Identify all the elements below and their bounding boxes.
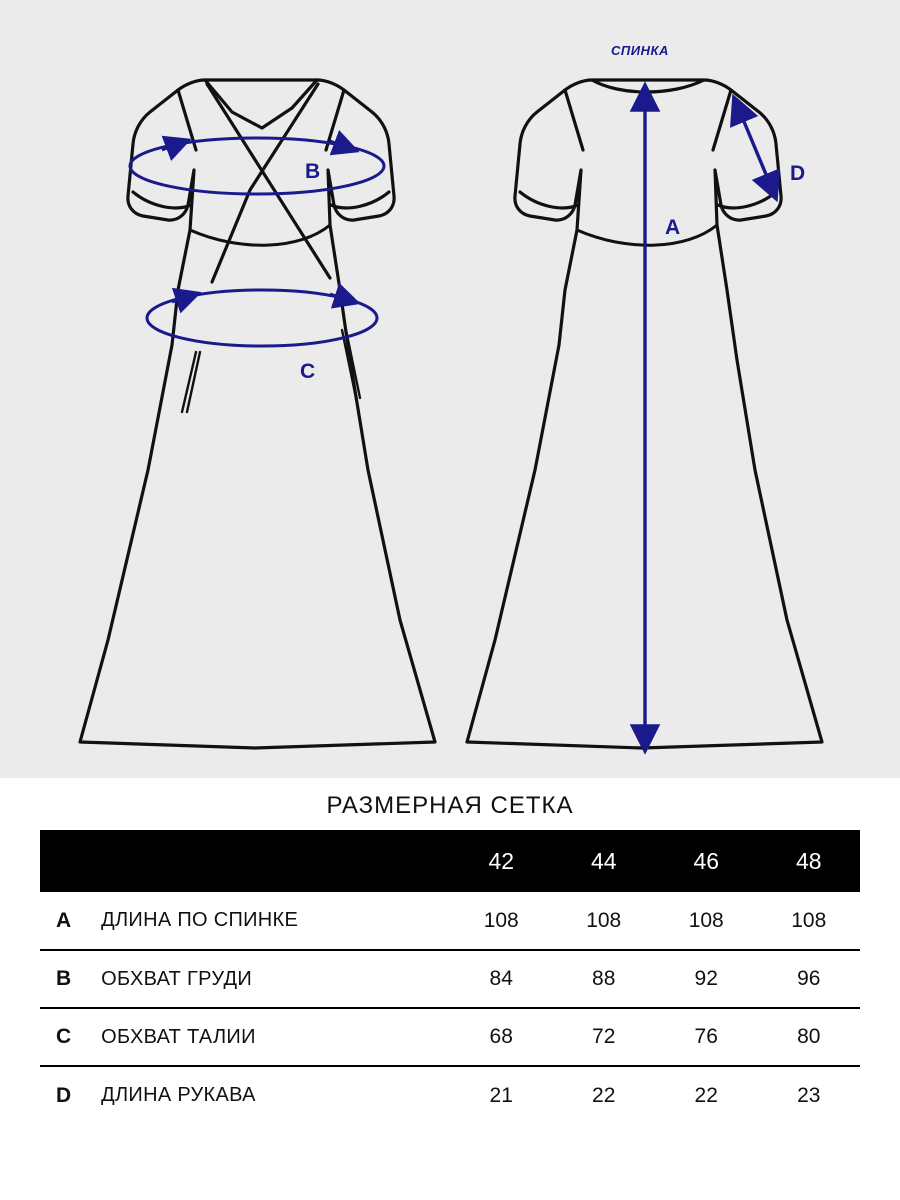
row-b-size-48: 96 xyxy=(797,967,821,990)
size-table xyxy=(40,830,860,1124)
row-d-size-44: 22 xyxy=(592,1083,616,1107)
dress-front-view xyxy=(80,80,435,748)
header-name-blank xyxy=(87,830,450,892)
bust-measure-ellipse xyxy=(130,138,384,194)
table-row xyxy=(40,892,860,950)
row-letter-b: B xyxy=(55,967,72,990)
row-a-size-48: 108 xyxy=(791,908,827,932)
table-title: РАЗМЕРНАЯ СЕТКА xyxy=(326,792,574,819)
row-a-size-44: 108 xyxy=(586,908,622,932)
size-table-head xyxy=(40,830,860,892)
table-row xyxy=(40,950,860,1008)
row-d-size-46: 22 xyxy=(694,1083,718,1107)
row-c-size-42: 68 xyxy=(489,1025,513,1048)
row-letter-c: C xyxy=(55,1025,72,1048)
header-letter-blank xyxy=(40,830,87,892)
row-c-size-46: 76 xyxy=(694,1025,718,1048)
marker-d-label: D xyxy=(790,162,806,185)
row-name-c: ОБХВАТ ТАЛИИ xyxy=(101,1025,256,1048)
row-name-a: ДЛИНА ПО СПИНКЕ xyxy=(101,909,299,931)
size-table-body xyxy=(40,892,860,1124)
header-size-48: 48 xyxy=(795,847,822,874)
header-size-42: 42 xyxy=(488,847,515,874)
row-name-b: ОБХВАТ ГРУДИ xyxy=(101,967,253,990)
header-size-46: 46 xyxy=(693,847,720,874)
row-b-size-46: 92 xyxy=(694,967,718,990)
row-d-size-48: 23 xyxy=(797,1083,821,1107)
row-c-size-48: 80 xyxy=(797,1025,821,1048)
table-row xyxy=(40,1066,860,1124)
marker-b-label: B xyxy=(305,160,321,183)
marker-c-label: C xyxy=(300,360,316,383)
row-a-size-46: 108 xyxy=(688,908,724,932)
back-view-label: СПИНКА xyxy=(611,43,669,58)
marker-a-label: A xyxy=(665,216,681,239)
sleeve-length-measure-arrow xyxy=(735,100,775,196)
size-table-header-row xyxy=(40,830,860,892)
row-letter-d: D xyxy=(55,1083,72,1107)
row-c-size-44: 72 xyxy=(592,1025,616,1048)
row-b-size-44: 88 xyxy=(592,967,616,990)
header-size-44: 44 xyxy=(590,847,617,874)
row-name-d: ДЛИНА РУКАВА xyxy=(101,1084,256,1106)
row-a-size-42: 108 xyxy=(483,908,519,932)
table-row xyxy=(40,1008,860,1066)
row-b-size-42: 84 xyxy=(489,967,513,990)
row-d-size-42: 21 xyxy=(489,1083,513,1107)
row-letter-a: A xyxy=(55,908,72,932)
